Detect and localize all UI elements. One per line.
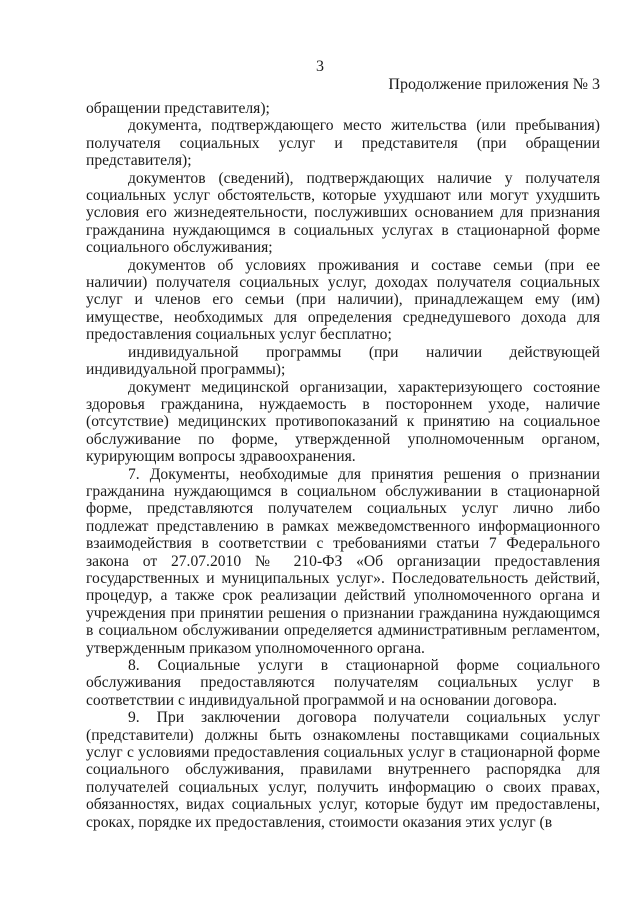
appendix-continuation-note: Продолжение приложения № 3: [388, 76, 600, 93]
paragraph: 8. Социальные услуги в стационарной форме социального обслуживания предоставляются получателям социальных услуг в соответствии с индивидуальной программой и на основании договора.: [86, 657, 600, 709]
document-body: [86, 100, 600, 831]
paragraph: индивидуальной программы (при наличии действующей индивидуальной программы);: [86, 343, 600, 379]
paragraph: 7. Документы, необходимые для принятия решения о признании гражданина нуждающимся в социальном обслуживании в стационарной форме, представляются получателем социальных услуг лично либо подлежат представлению в рамках межведомственного информационного взаимодействия в соответствии с требованиями статьи 7 Федерального закона от 27.07.2010 № 210-ФЗ «Об организации предоставления государственных и муниципальных услуг». Последовательность действий, процедур, а также срок реализации действий уполномоченного органа и учреждения при принятии решения о признании гражданина нуждающимся в социальном обслуживании определяется административным регламентом, утвержденным приказом уполномоченного органа.: [86, 465, 600, 657]
page-number: 3: [316, 58, 324, 75]
paragraph: документа, подтверждающего место жительства (или пребывания) получателя социальных услуг и представителя (при обращении представителя);: [86, 117, 600, 170]
paragraph: документов (сведений), подтверждающих наличие у получателя социальных услуг обстоятельств, которые ухудшают или могут ухудшить условия его жизнедеятельности, послуживших основанием для признания гражданина нуждающимся в социальных услугах в стационарной форме социального обслуживания;: [86, 169, 600, 257]
paragraph: 9. При заключении договора получатели социальных услуг (представители) должны быть ознакомлены поставщиками социальных услуг с условиями предоставления социальных услуг в стационарной форме социального обслуживания, правилами внутреннего распорядка для получателей социальных услуг, получить информацию о своих правах, обязанностях, видах социальных услуг, которые будут им предоставлены, сроках, порядке их предоставления, стоимости оказания этих услуг (в: [86, 709, 600, 831]
paragraph: документ медицинской организации, характеризующего состояние здоровья гражданина, нуждаемость в постороннем уходе, наличие (отсутствие) медицинских противопоказаний к принятию на социальное обслуживание по форме, утвержденной уполномоченным органом, курирующим вопросы здравоохранения.: [86, 378, 600, 466]
paragraph: обращении представителя);: [86, 100, 270, 117]
paragraph: документов об условиях проживания и составе семьи (при ее наличии) получателя социальных услуг, доходах получателя социальных услуг и членов его семьи (при наличии), принадлежащем ему (им) имуществе, необходимых для определения среднедушевого дохода для предоставления социальных услуг бесплатно;: [86, 256, 600, 344]
